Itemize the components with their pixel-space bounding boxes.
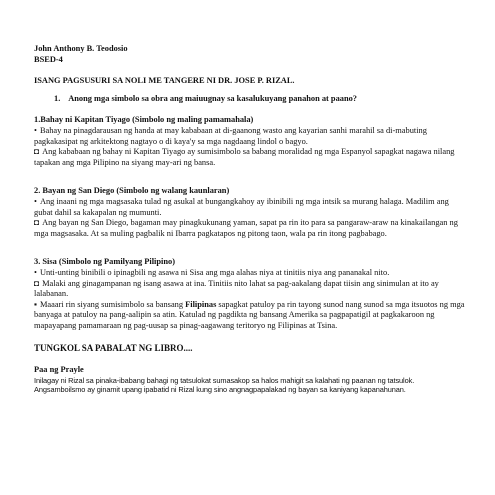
question-number: 1. <box>54 93 61 103</box>
question-text: Anong mga simbolo sa obra ang maiuugnay sa kasalukuyang panahon at paano? <box>68 93 357 103</box>
section-item <box>34 197 466 218</box>
item-text: Ang kababaan ng bahay ni Kapitan Tiyago ay sumisimbolo sa babang moralidad ng mga Espanyol sapagkat nagawa nilang tapakan ang mga Pilipino na siyang may-ari ng bansa. <box>34 147 455 167</box>
section-item <box>34 279 466 300</box>
section-heading-bahay: 1.Bahay ni Kapitan Tiyago (Simbolo ng maling pamamahala) <box>34 115 254 125</box>
bullet-square-icon: ◘ <box>34 278 40 288</box>
bullet-square-icon: ◘ <box>34 218 40 228</box>
question <box>54 94 466 105</box>
item-text: Ang inaani ng mga magsasaka tulad ng asukal at bungangkahoy ay ibinibili ng mga intsik sa murang halaga. Madilim ang gubat dahil sa kakapalan ng mumunti. <box>34 196 449 217</box>
closing-paragraph: Inilagay ni Rizal sa pinaka-ibabang bahagi ng tatsulokat sumasakop sa halos mahigit sa kalahati ng paanan ng tatsulok. Angsamboilsmo ay ginamit upang ipabatid ni Rizal kung sino angnagpapalakad ng bayan sa kaniyang kapanahunan. <box>34 375 415 395</box>
item-text: Ang bayan ng San Diego, bagaman may pinagkukunang yaman, sapat pa rin ito para sa pangaraw-araw na kinakailangan ng mga magsasaka. At sa muling pagbalik ni Ibarra pagkatapos ng pitong taon, wala pa rin itong pagbabago. <box>34 218 458 238</box>
bullet-icon: • <box>34 125 37 135</box>
item-text: Bahay na pinagdarausan ng handa at may kababaan at di-gaanong wasto ang kayarian sanhi marahil sa di-mabuting pagkakasipat ng arkitektong nagtayo o di kaya'y sa mga nagdaang lindol o bagyo. <box>34 125 427 146</box>
item-text-before: Maaari rin siyang sumisimbolo sa bansang <box>39 299 186 309</box>
closing-title: TUNGKOL SA PABALAT NG LIBRO.... <box>34 343 193 354</box>
closing-subheading: Paa ng Prayle <box>34 365 84 375</box>
section-item <box>34 300 466 332</box>
section-heading-san-diego: 2. Bayan ng San Diego (Simbolo ng walang kaunlaran) <box>34 186 230 196</box>
section-item <box>34 268 466 279</box>
bullet-icon: • <box>34 267 37 277</box>
bullet-small-square-icon: ▪ <box>34 299 37 309</box>
item-text: Malaki ang ginagampanan ng isang asawa at ina. Tinitiis nito lahat sa pag-aakalang dapat tiisin ang sinimulan at ito ay lalabanan. <box>34 278 439 299</box>
item-text-after: sapagkat patuloy pa rin tayong sunod nang sunod sa mga itsuotos ng mga banyaga at patuloy na pang-aalipin sa atin. Katulad ng pagdikta ng bansang Amerika sa pagpapatigil at pagkakaroon ng mapayapang pamamaraan ng pag-uusap sa pinag-aagawang teritoryo ng Filipinas at Tsina. <box>34 299 465 330</box>
bullet-square-icon: ◘ <box>34 147 40 157</box>
section-item <box>34 126 466 147</box>
section-item <box>34 218 466 239</box>
document-page <box>34 44 466 395</box>
author-section: BSED-4 <box>34 54 63 64</box>
bullet-icon: • <box>34 196 37 206</box>
section-item <box>34 147 466 168</box>
section-heading-sisa: 3. Sisa (Simbolo ng Pamilyang Pilipino) <box>34 257 176 267</box>
document-title: ISANG PAGSUSURI SA NOLI ME TANGERE NI DR. JOSE P. RIZAL. <box>34 76 295 86</box>
author-name: John Anthony B. Teodosio <box>34 44 128 53</box>
item-text: Unti-unting binibili o ipinagbili ng asawa ni Sisa ang mga alahas niya at tinitiis niya ang pananakal nito. <box>39 267 390 277</box>
item-text-bold: Filipinas <box>185 299 217 309</box>
